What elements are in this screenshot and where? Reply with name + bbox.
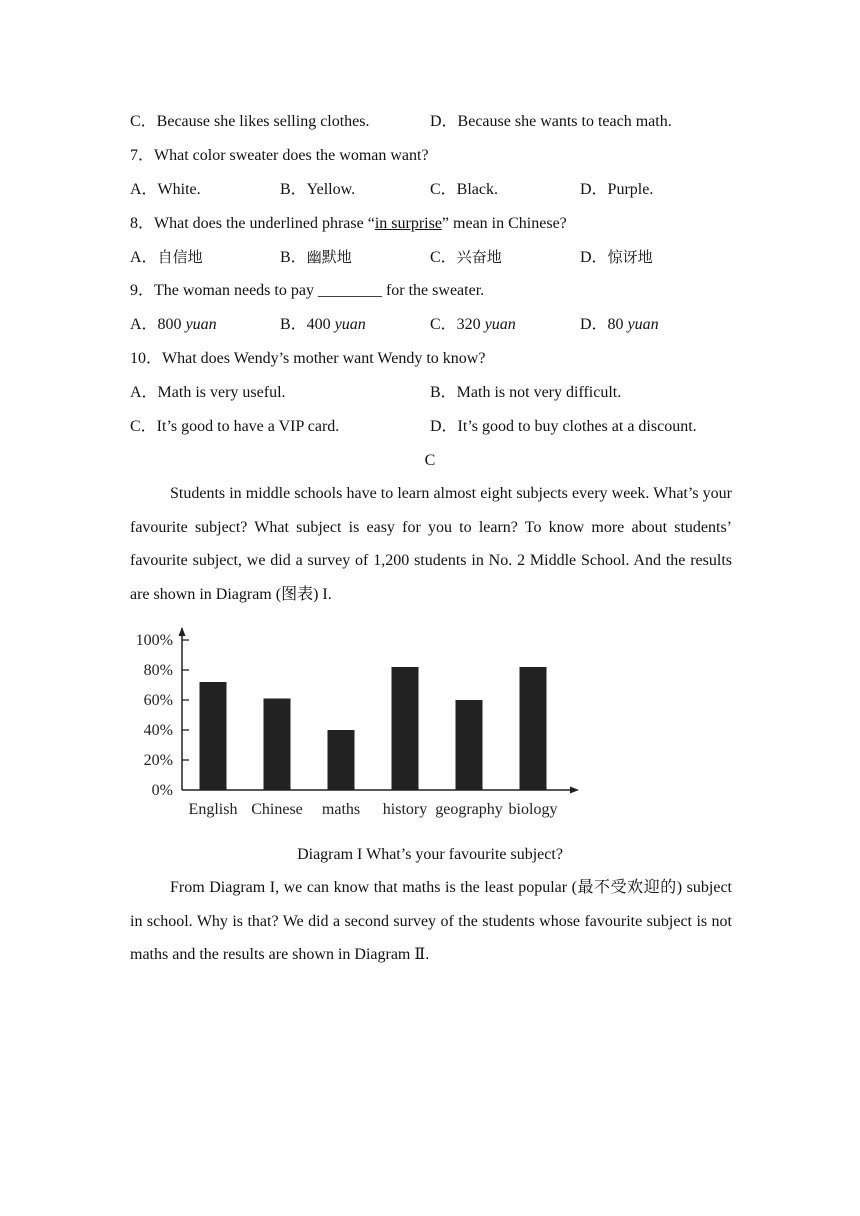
- y-tick-label: 80%: [143, 662, 173, 679]
- bar: [392, 667, 419, 790]
- q9-option-a-unit: yuan: [185, 316, 217, 333]
- category-label: Chinese: [251, 801, 303, 818]
- q8-option-b-text: 幽默地: [306, 248, 352, 266]
- q8-option-a-label: A．: [130, 249, 158, 266]
- q7-option-b: B．Yellow.: [280, 181, 356, 198]
- q9-option-d-label: D．80: [580, 316, 628, 333]
- section-heading: C: [424, 452, 436, 469]
- passage-paragraph-2-text: From Diagram I, we can know that maths is the least popular (最不受欢迎的) subject in school. Why is that? We did a second survey of the students whose favourite subject is not maths and the results are shown in Diagram Ⅱ.: [130, 879, 732, 964]
- bar: [200, 682, 227, 790]
- y-tick-label: 40%: [143, 722, 173, 739]
- category-label: geography: [435, 801, 503, 818]
- category-label: English: [188, 801, 238, 818]
- q9-option-d-unit: yuan: [627, 316, 659, 333]
- q6-option-d: D．Because she wants to teach math.: [430, 113, 672, 130]
- q9-option-c-label: C．320: [430, 316, 485, 333]
- q10-option-b: B．Math is not very difficult.: [430, 384, 622, 401]
- q8-text-after: ” mean in Chinese?: [441, 215, 567, 232]
- question-10: 10．What does Wendy’s mother want Wendy to know?: [130, 350, 486, 367]
- q9-option-b-unit: yuan: [334, 316, 366, 333]
- q6-option-c: C．Because she likes selling clothes.: [130, 113, 370, 130]
- category-label: history: [382, 801, 428, 818]
- q8-option-c: [430, 245, 502, 270]
- q10-option-a: A．Math is very useful.: [130, 384, 286, 401]
- q10-option-c: C．It’s good to have a VIP card.: [130, 418, 340, 435]
- q8-text-before: 8．What does the underlined phrase “: [130, 215, 375, 232]
- q9-option-b: [280, 313, 366, 337]
- q10-option-d: D．It’s good to buy clothes at a discount.: [430, 418, 697, 435]
- passage-paragraph-1: [130, 477, 732, 612]
- passage-paragraph-1-text: Students in middle schools have to learn almost eight subjects every week. What’s your favourite subject? What subject is easy for you to learn? To know more about students’ favourite subject, we did a survey of 1,200 students in No. 2 Middle School. And the results are shown in Diagram (图表) I.: [130, 485, 732, 604]
- question-8: [130, 212, 567, 236]
- q8-underlined-phrase: in surprise: [374, 215, 442, 232]
- y-axis-arrow: [179, 627, 186, 636]
- bar-chart-svg: [130, 622, 580, 822]
- q8-option-b: [280, 245, 352, 270]
- bar-chart: [130, 622, 580, 822]
- q9-option-b-label: B．400: [280, 316, 335, 333]
- q8-option-d-label: D．: [580, 249, 608, 266]
- q8-option-c-label: C．: [430, 249, 457, 266]
- q7-option-c: C．Black.: [430, 181, 498, 198]
- category-label: maths: [321, 801, 361, 818]
- y-tick-label: 0%: [151, 782, 173, 799]
- question-9: 9．The woman needs to pay ________ for the sweater.: [130, 282, 485, 299]
- q7-option-a: A．White.: [130, 181, 201, 198]
- y-tick-label: 100%: [135, 632, 173, 649]
- question-7: 7．What color sweater does the woman want?: [130, 147, 429, 164]
- q8-option-d-text: 惊讶地: [607, 248, 653, 266]
- bar: [520, 667, 547, 790]
- q7-option-d: D．Purple.: [580, 181, 654, 198]
- q8-option-d: [580, 245, 653, 270]
- y-tick-label: 60%: [143, 692, 173, 709]
- passage-paragraph-2: [130, 871, 732, 972]
- chart-caption: Diagram I What’s your favourite subject?: [297, 846, 563, 863]
- q8-option-c-text: 兴奋地: [456, 248, 502, 266]
- bar: [456, 700, 483, 790]
- y-tick-label: 20%: [143, 752, 173, 769]
- q9-option-c-unit: yuan: [484, 316, 516, 333]
- q9-option-c: [430, 313, 516, 337]
- bar: [328, 730, 355, 790]
- category-label: biology: [508, 801, 558, 818]
- q9-option-a: [130, 313, 217, 337]
- q9-option-d: [580, 313, 659, 337]
- q8-option-a: [130, 245, 203, 270]
- q8-option-b-label: B．: [280, 249, 307, 266]
- q8-option-a-text: 自信地: [157, 248, 203, 266]
- bar: [264, 699, 291, 791]
- q9-option-a-label: A．800: [130, 316, 186, 333]
- x-axis-arrow: [570, 787, 579, 794]
